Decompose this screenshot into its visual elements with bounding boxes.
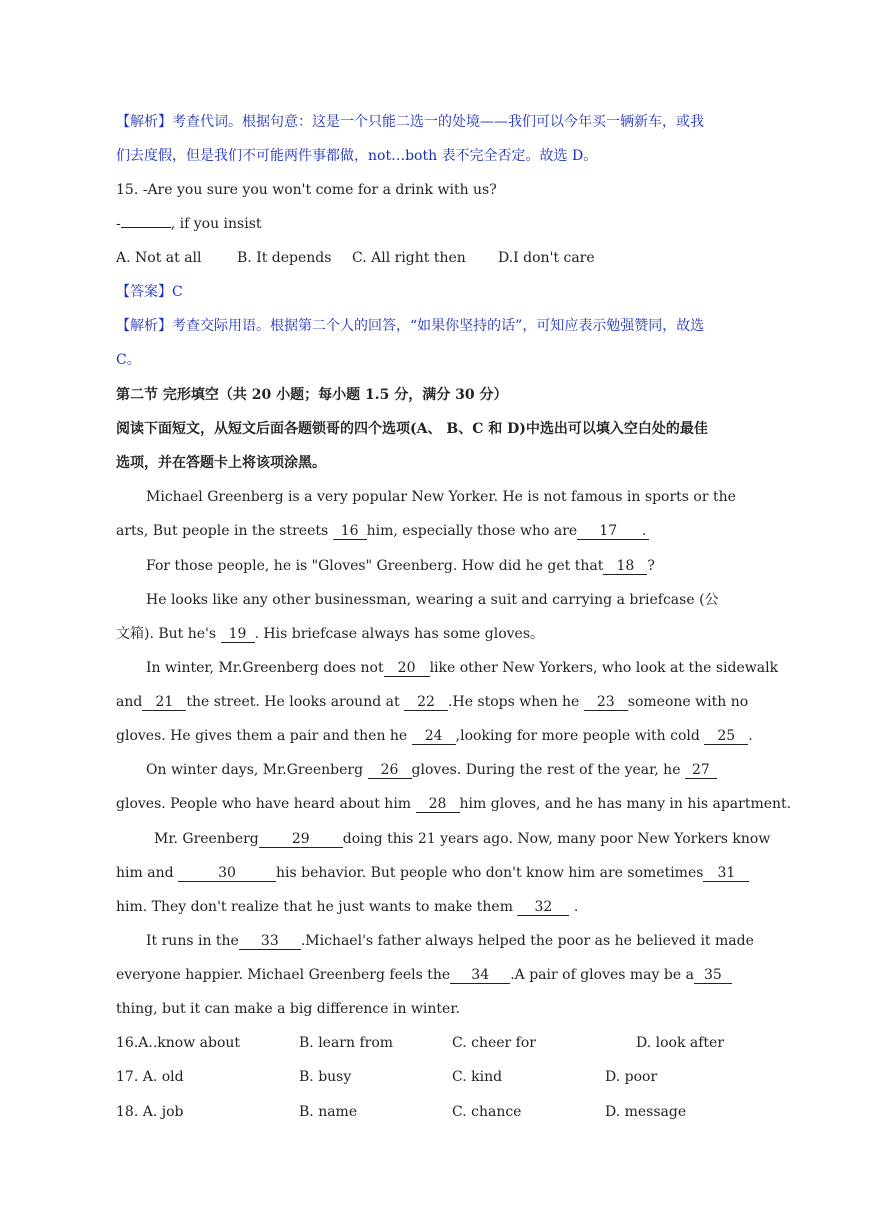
passage-line: him. They don't realize that he just wants to make them 32 . (116, 899, 579, 915)
option-c: C. All right then (352, 250, 466, 266)
answer-15: 【答案】C (116, 284, 183, 300)
option-a: A. Not at all (116, 250, 202, 266)
passage-line: For those people, he is "Gloves" Greenberg. How did he get that 18 ? (146, 558, 655, 574)
answer-blank (121, 227, 171, 228)
analysis-15-line2: C。 (116, 352, 141, 368)
passage-line: and 21 the street. He looks around at 22 .He stops when he 23 someone with no (116, 694, 749, 710)
question-15: 15. -Are you sure you won't come for a drink with us? (116, 182, 497, 198)
passage-line: 文箱). But he's 19 . His briefcase always has some gloves。 (116, 626, 545, 642)
blank-17: 17 (577, 523, 639, 540)
section-title: 第二节 完形填空（共 20 小题；每小题 1.5 分，满分 30 分） (116, 387, 508, 403)
blank-16: 16 (333, 523, 367, 540)
passage-line: He looks like any other businessman, wearing a suit and carrying a briefcase (公 (146, 592, 719, 608)
blank-25: 25 (704, 728, 748, 745)
passage-line: Michael Greenberg is a very popular New Yorker. He is not famous in sports or the (146, 489, 736, 505)
passage-line: arts, But people in the streets 16 him, especially those who are 17 . (116, 521, 649, 541)
passage-line: On winter days, Mr.Greenberg 26 gloves. During the rest of the year, he 27 (146, 760, 717, 780)
blank-23: 23 (584, 694, 628, 711)
passage-line: In winter, Mr.Greenberg does not 20 like other New Yorkers, who look at the sidewalk (146, 660, 779, 676)
blank-24: 24 (412, 728, 456, 745)
analysis-14-line2: 们去度假，但是我们不可能两件事都做，not…both 表不完全否定。故选 D。 (116, 148, 598, 164)
analysis-15-line1: 【解析】考查交际用语。根据第二个人的回答，“如果你坚持的话”，可知应表示勉强赞同，故选 (116, 318, 705, 334)
passage-line: gloves. People who have heard about him 28 him gloves, and he has many in his apartment. (116, 796, 792, 812)
blank-18: 18 (603, 558, 647, 575)
option-b: B. It depends (237, 250, 332, 266)
passage-line: thing, but it can make a big difference in winter. (116, 1001, 460, 1017)
passage-line: gloves. He gives them a pair and then he 24 ,looking for more people with cold 25 . (116, 728, 753, 744)
blank-32: 32 (517, 899, 569, 916)
passage-line: It runs in the 33 .Michael's father always helped the poor as he believed it made (146, 933, 754, 949)
passage-line: everyone happier. Michael Greenberg feels the 34 .A pair of gloves may be a 35 (116, 965, 732, 985)
blank-21: 21 (142, 694, 186, 711)
blank-19: 19 (221, 626, 255, 643)
section-instruction-line1: 阅读下面短文，从短文后面各题锁哥的四个选项(A、 B、C 和 D)中选出可以填入空白处的最佳 (116, 421, 708, 437)
blank-27: 27 (685, 762, 717, 779)
blank-31: 31 (703, 865, 749, 882)
blank-26: 26 (368, 762, 412, 779)
blank-33: 33 (239, 933, 301, 950)
question-15-reply: - , if you insist (116, 216, 262, 232)
blank-34: 34 (450, 967, 510, 984)
analysis-14-line1: 【解析】考查代词。根据句意：这是一个只能二选一的处境——我们可以今年买一辆新车，或我 (116, 114, 704, 130)
blank-28: 28 (416, 796, 460, 813)
blank-35: 35 (694, 967, 732, 984)
choice-row-16: 16.A..know about B. learn from C. cheer for D. look after (116, 1035, 725, 1051)
blank-29: 29 (259, 831, 343, 848)
blank-20: 20 (384, 660, 430, 677)
blank-22: 22 (404, 694, 448, 711)
question-15-options (116, 248, 766, 268)
choice-row-18: 18. A. job B. name C. chance D. message (116, 1104, 687, 1120)
blank-30: 30 (178, 865, 276, 882)
choice-row-17: 17. A. old B. busy C. kind D. poor (116, 1069, 658, 1085)
option-d: D.I don't care (498, 250, 595, 266)
passage-line: him and 30 his behavior. But people who don't know him are sometimes 31 (116, 863, 749, 883)
passage-line: Mr. Greenberg 29 doing this 21 years ago. Now, many poor New Yorkers know (154, 831, 771, 847)
section-instruction-line2: 选项，并在答题卡上将该项涂黑。 (116, 455, 326, 471)
